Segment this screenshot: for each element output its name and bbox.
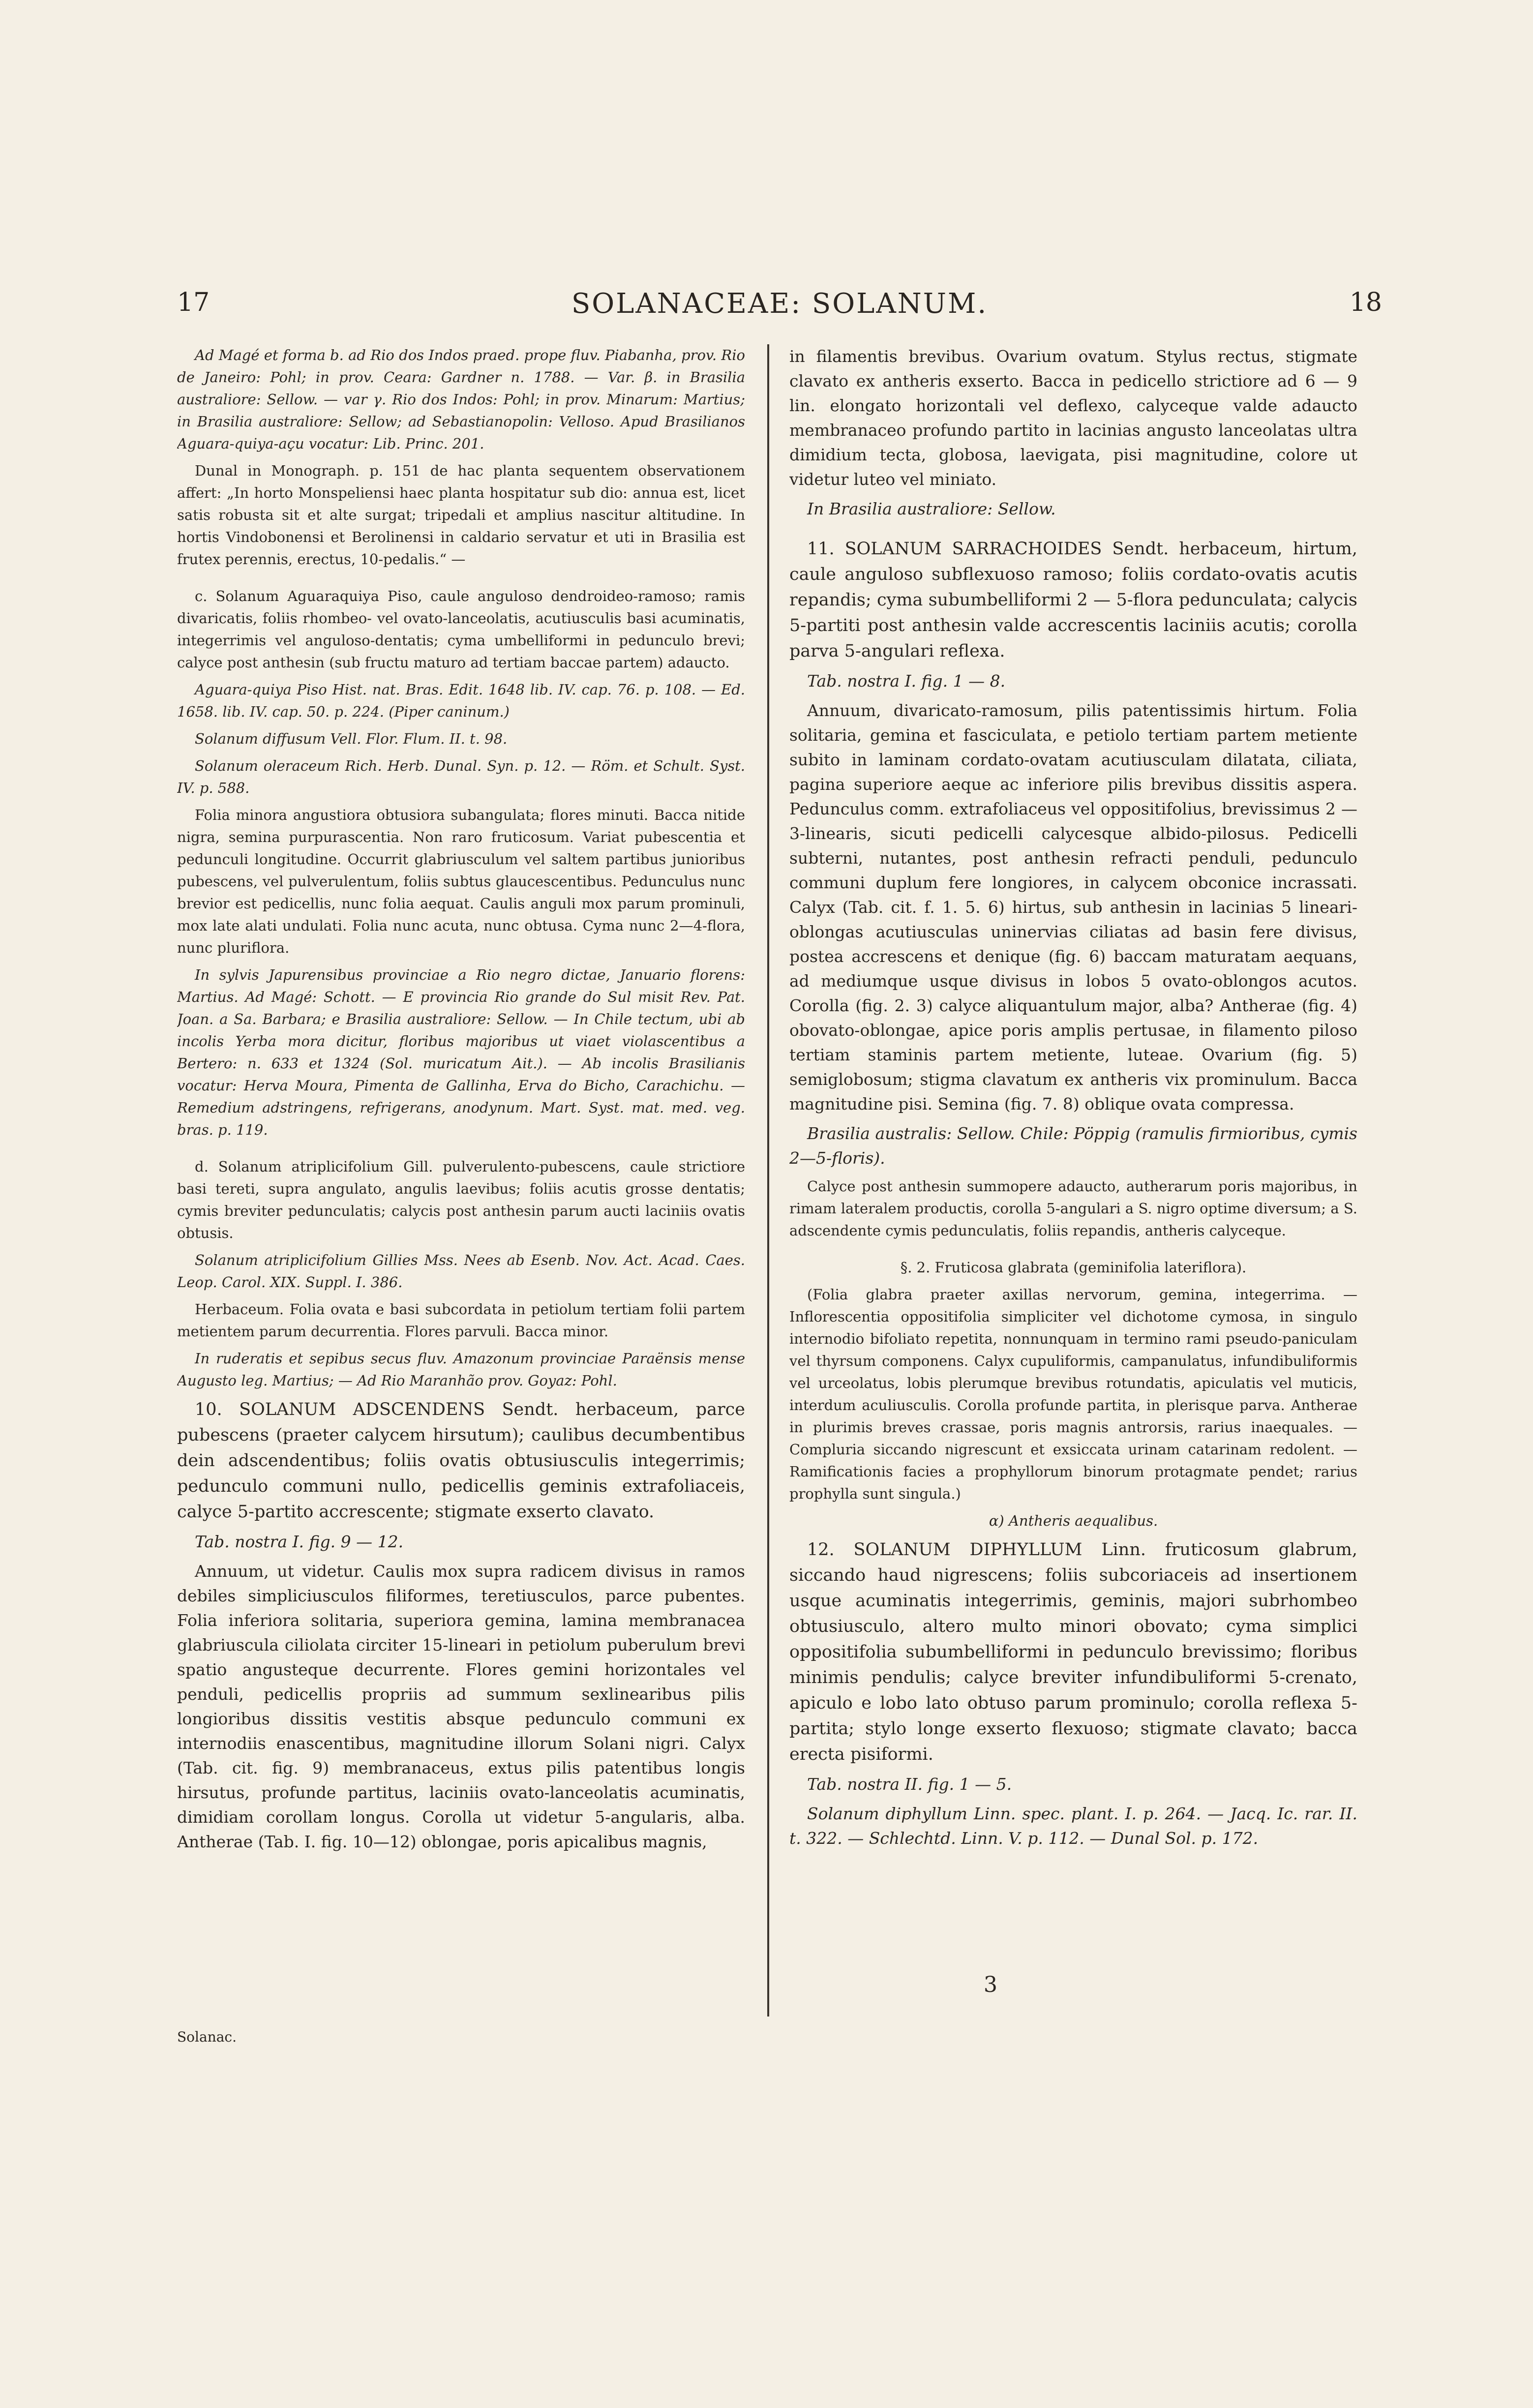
left-column (177, 344, 745, 2017)
figure-reference: Tab. nostra I. fig. 1 — 8. (807, 671, 1006, 691)
figure-reference: Tab. nostra II. fig. 1 — 5. (807, 1775, 1012, 1794)
section-heading: §. 2. Fruticosa glabrata (geminifolia lateriflora). (900, 1259, 1247, 1276)
paragraph: In ruderatis et sepibus secus fluv. Amazonum provinciae Paraënsis mense Augusto leg. Martius; — Ad Rio Maranhão prov. Goyaz: Pohl. (177, 1350, 745, 1389)
paragraph: in filamentis brevibus. Ovarium ovatum. Stylus rectus, stigmate clavato ex antheris exserto. Bacca in pedicello strictiore ad 6 — 9 lin. elongato horizontali vel deflexo, calyceque valde adaucto membranaceo profundo partito in lacinias angusto lanceolatas ultra dimidium tecta, globosa, laevigata, pisi magnitudine, colore ut videtur luteo vel miniato. (789, 347, 1357, 489)
paragraph: Dunal in Monograph. p. 151 de hac planta sequentem observationem affert: „In horto Monspeliensi haec planta hospitatur sub dio: annua est, licet satis robusta sit et alte surgat; tripedali et amplius nascitur altitudine. In hortis Vindobonensi et Berolinensi in caldario servatur et uti in Brasilia est frutex perennis, erectus, 10-pedalis.“ — (177, 462, 745, 568)
sheet-number: 3 (984, 1972, 997, 1997)
paragraph: In sylvis Japurensibus provinciae a Rio negro dictae, Januario florens: Martius. Ad Magé: Schott. — E provincia Rio grande do Sul misit Rev. Pat. Joan. a Sa. Barbara; e Brasilia australiore: Sellow. — In Chile tectum, ubi ab incolis Yerba mora dicitur, floribus majoribus ut viaet violascentibus a Bertero: n. 633 et 1324 (Sol. muricatum Ait.). — Ab incolis Brasilianis vocatur: Herva Moura, Pimenta de Gallinha, Erva do Bicho, Carachichu. — Remedium adstringens, refrigerans, anodynum. Mart. Syst. mat. med. veg. bras. p. 119. (177, 966, 745, 1138)
species-heading: 12. SOLANUM DIPHYLLUM Linn. fruticosum glabrum, siccando haud nigrescens; foliis subcoriaceis ad insertionem usque acuminatis integerrimis, geminis, majori subrhombeo obtusiusculo, altero multo minori obovato; cyma simplici oppositifolia subumbelliformi in pedunculo brevissimo; floribus minimis pendulis; calyce breviter infundibuliformi 5-crenato, apiculo e lobo lato obtuso parum prominulo; corolla reflexa 5-partita; stylo longe exserto flexuoso; stigmate clavato; bacca erecta pisiformi. (789, 1540, 1357, 1764)
paragraph: Folia minora angustiora obtusiora subangulata; flores minuti. Bacca nitide nigra, semina purpurascentia. Non raro fruticosum. Variat pubescentia et pedunculi longitudine. Occurrit glabriusculum vel saltem partibus junioribus pubescens, vel pulverulentum, foliis subtus glaucescentibus. Pedunculus nunc brevior est pedicellis, nunc folia aequat. Caulis anguli mox parum prominuli, mox late alati undulati. Folia nunc acuta, nunc obtusa. Cyma nunc 2—4-flora, nunc pluriflora. (177, 807, 745, 956)
subsection-heading: α) Antheris aequalibus. (989, 1512, 1158, 1529)
paragraph: Calyce post anthesin summopere adaucto, autherarum poris majoribus, in rimam lateralem productis, corolla 5-angulari a S. nigro optime diversum; a S. adscendente cymis pedunculatis, foliis repandis, antheris calyceque. (789, 1178, 1357, 1239)
sheet-signature: Solanac. (177, 2029, 237, 2045)
citation: Solanum diphyllum Linn. spec. plant. I. p. 264. — Jacq. Ic. rar. II. t. 322. — Schlechtd. Linn. V. p. 112. — Dunal Sol. p. 172. (789, 1804, 1357, 1848)
right-column (789, 344, 1357, 1977)
paragraph: c. Solanum Aguaraquiya Piso, caule anguloso dendroideo-ramoso; ramis divaricatis, foliis rhombeo- vel ovato-lanceolatis, acutiusculis basi acuminatis, integerrimis vel anguloso-dentatis; cyma umbelliformi in pedunculo brevi; calyce post anthesin (sub fructu maturo ad tertiam baccae partem) adaucto. (177, 588, 745, 671)
paragraph: Annuum, divaricato-ramosum, pilis patentissimis hirtum. Folia solitaria, gemina et fasciculata, e petiolo tertiam partem metiente subito in laminam cordato-ovatam acutiusculam dilatata, ciliata, pagina superiore aeque ac inferiore pilis brevibus dissitis aspera. Pedunculus comm. extrafoliaceus vel oppositifolius, brevissimus 2 — 3-linearis, sicuti pedicelli calycesque albido-pilosus. Pedicelli subterni, nutantes, post anthesin refracti penduli, pedunculo communi duplum fere longiores, in calycem obconice incrassati. Calyx (Tab. cit. f. 1. 5. 6) hirtus, sub anthesin in lacinias 5 lineari-oblongas acutiusculas uninervias ciliatas ad basin fere divisus, postea accrescens et denique (fig. 6) baccam maturatam aequans, ad mediumque usque divisus in lobos 5 ovato-oblongos acutos. Corolla (fig. 2. 3) calyce aliquantulum major, alba? Antherae (fig. 4) obovato-oblongae, apice poris amplis pertusae, in filamento piloso tertiam staminis partem metiente, luteae. Ovarium (fig. 5) semiglobosum; stigma clavatum ex antheris vix prominulum. Bacca magnitudine pisi. Semina (fig. 7. 8) oblique ovata compressa. (789, 701, 1357, 1114)
paragraph: d. Solanum atriplicifolium Gill. pulverulento-pubescens, caule strictiore basi tereti, supra angulato, angulis laevibus; foliis acutis grosse dentatis; cymis breviter pedunculatis; calycis post anthesin parum aucti laciniis ovatis obtusis. (177, 1158, 745, 1241)
running-title: SOLANACEAE: SOLANUM. (571, 288, 988, 320)
paragraph: (Folia glabra praeter axillas nervorum, gemina, integerrima. — Inflorescentia oppositifolia simpliciter vel dichotome cymosa, in singulo internodio bifoliato repetita, nonnunquam in termino rami pseudo-paniculam vel thyrsum componens. Calyx cupuliformis, campanulatus, infundibuliformis vel urceolatus, lobis plerumque brevibus rotundatis, apiculatis vel muticis, interdum aculiusculis. Corolla profunde partita, in plerisque parva. Antherae in plurimis breves crassae, poris magnis antrorsis, rarius inaequales. — Compluria siccando nigrescunt et exsiccata urinam catarinam redolent. — Ramificationis facies a prophyllorum binorum protagmate pendet; rarius prophylla sunt singula.) (789, 1286, 1357, 1502)
citation: Aguara-quiya Piso Hist. nat. Bras. Edit. 1648 lib. IV. cap. 76. p. 108. — Ed. 1658. lib. IV. cap. 50. p. 224. (Piper caninum.) (177, 681, 745, 720)
locality: Brasilia australis: Sellow. Chile: Pöppig (ramulis firmioribus, cymis 2—5-floris). (789, 1124, 1357, 1168)
species-heading: 10. SOLANUM ADSCENDENS Sendt. herbaceum, parce pubescens (praeter calycem hirsutum); caulibus decumbentibus dein adscendentibus; foliis ovatis obtusiusculis integerrimis; pedunculo communi nullo, pedicellis geminis extrafoliaceis, calyce 5-partito accrescente; stigmate exserto clavato. (177, 1400, 745, 1522)
citation: Solanum diffusum Vell. Flor. Flum. II. t. 98. (195, 730, 508, 747)
page-header (177, 288, 1382, 327)
paragraph: Herbaceum. Folia ovata e basi subcordata in petiolum tertiam folii partem metientem parum decurrentia. Flores parvuli. Bacca minor. (177, 1301, 745, 1340)
citation: Solanum oleraceum Rich. Herb. Dunal. Syn. p. 12. — Röm. et Schult. Syst. IV. p. 588. (177, 757, 745, 796)
locality: In Brasilia australiore: Sellow. (807, 499, 1056, 518)
figure-reference: Tab. nostra I. fig. 9 — 12. (195, 1532, 404, 1551)
citation: Solanum atriplicifolium Gillies Mss. Nees ab Esenb. Nov. Act. Acad. Caes. Leop. Carol. XIX. Suppl. I. 386. (177, 1252, 745, 1291)
page-number-left: 17 (177, 288, 210, 317)
page-number-right: 18 (1349, 288, 1382, 317)
column-divider (767, 344, 769, 2017)
paragraph: Annuum, ut videtur. Caulis mox supra radicem divisus in ramos debiles simpliciusculos filiformes, teretiusculos, parce pubentes. Folia inferiora solitaria, superiora gemina, lamina membranacea glabriuscula ciliolata circiter 15-lineari in petiolum puberulum brevi spatio angusteque decurrente. Flores gemini horizontales vel penduli, pedicellis propriis ad summum sexlinearibus pilis longioribus dissitis vestitis absque pedunculo communi ex internodiis enascentibus, magnitudine illorum Solani nigri. Calyx (Tab. cit. fig. 9) membranaceus, extus pilis patentibus longis hirsutus, profunde partitus, laciniis ovato-lanceolatis acuminatis, dimidiam corollam longus. Corolla ut videtur 5-angularis, alba. Antherae (Tab. I. fig. 10—12) oblongae, poris apicalibus magnis, (177, 1562, 745, 1851)
species-heading: 11. SOLANUM SARRACHOIDES Sendt. herbaceum, hirtum, caule anguloso subflexuoso ramoso; foliis cordato-ovatis acutis repandis; cyma subumbelliformi 2 — 5-flora pedunculata; calycis 5-partiti post anthesin valde accrescentis laciniis acutis; corolla parva 5-angulari reflexa. (789, 539, 1357, 661)
paragraph: Ad Magé et forma b. ad Rio dos Indos praed. prope fluv. Piabanha, prov. Rio de Janeiro: Pohl; in prov. Ceara: Gardner n. 1788. — Var. β. in Brasilia australiore: Sellow. — var γ. Rio dos Indos: Pohl; in prov. Minarum: Martius; in Brasilia australiore: Sellow; ad Sebastianopolin: Velloso. Apud Brasilianos Aguara-quiya-açu vocatur: Lib. Princ. 201. (177, 347, 745, 452)
